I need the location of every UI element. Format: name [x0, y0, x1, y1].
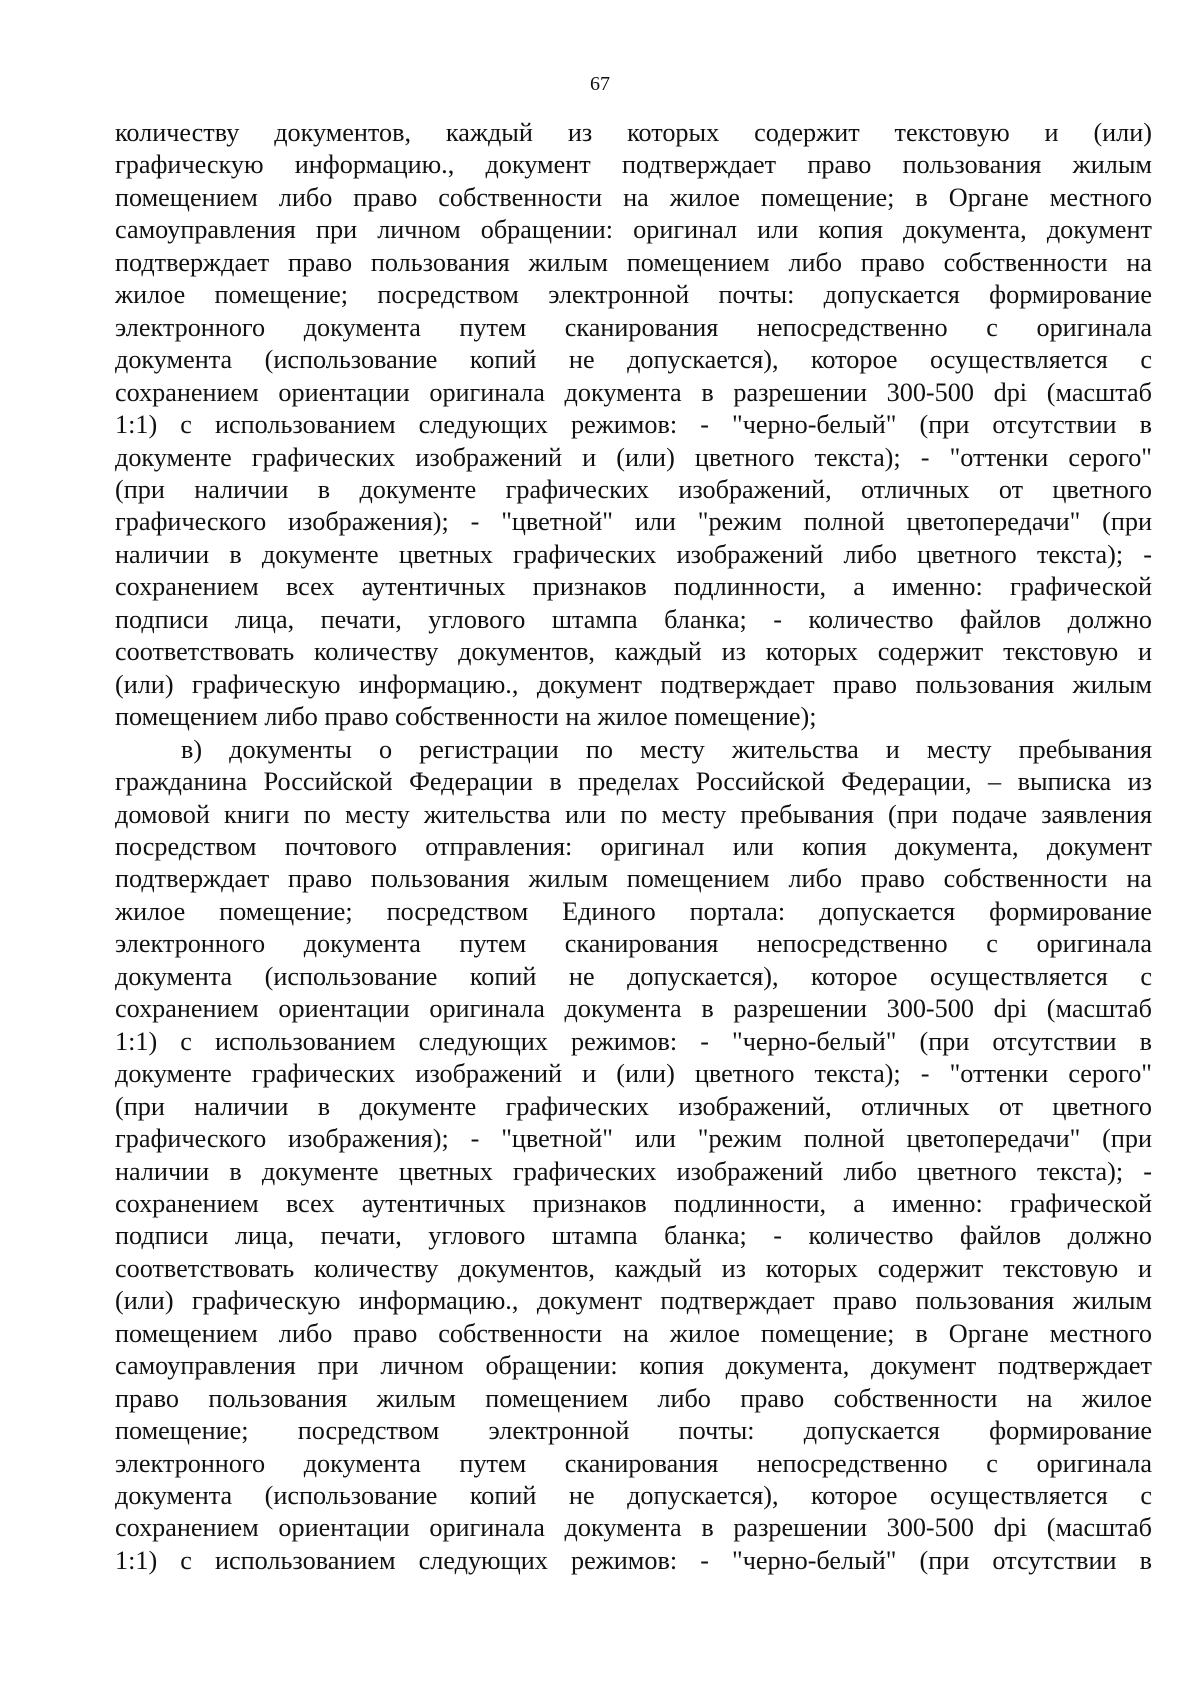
- text-line: домовой книги по месту жительства или по месту пребывания (при подаче заявления: [115, 799, 1152, 829]
- page-number: 67: [590, 73, 610, 95]
- text-line: электронного документа путем сканирования непосредственно с оригинала: [115, 312, 1152, 342]
- text-line: соответствовать количеству документов, каждый из которых содержит текстовую и: [115, 1253, 1152, 1283]
- text-line: (или) графическую информацию., документ подтверждает право пользования жилым: [115, 1286, 1152, 1316]
- text-line: подтверждает право пользования жилым помещением либо право собственности на: [115, 864, 1152, 894]
- text-line: сохранением всех аутентичных признаков подлинности, а именно: графической: [115, 1188, 1152, 1218]
- text-line: документа (использование копий не допускается), которое осуществляется с: [115, 345, 1152, 375]
- text-line: помещением либо право собственности на жилое помещение; в Органе местного: [115, 182, 1152, 212]
- text-line: сохранением всех аутентичных признаков подлинности, а именно: графической: [115, 572, 1152, 602]
- text-line: (или) графическую информацию., документ подтверждает право пользования жилым: [115, 669, 1152, 699]
- text-line: гражданина Российской Федерации в пределах Российской Федерации, – выписка из: [115, 767, 1152, 797]
- text-line: (при наличии в документе графических изображений, отличных от цветного: [115, 474, 1152, 504]
- text-line: помещение; посредством электронной почты: допускается формирование: [115, 1416, 1152, 1446]
- text-line: жилое помещение; посредством Единого портала: допускается формирование: [115, 896, 1152, 926]
- text-line: самоуправления при личном обращении: копия документа, документ подтверждает: [115, 1351, 1152, 1381]
- text-line: посредством почтового отправления: оригинал или копия документа, документ: [115, 831, 1152, 861]
- text-line: соответствовать количеству документов, каждый из которых содержит текстовую и: [115, 637, 1152, 667]
- text-line: документе графических изображений и (или) цветного текста); - "оттенки серого": [115, 1059, 1152, 1089]
- text-line: наличии в документе цветных графических изображений либо цветного текста); -: [115, 1156, 1152, 1186]
- text-line: 1:1) с использованием следующих режимов: - "черно-белый" (при отсутствии в: [115, 410, 1152, 440]
- text-line: электронного документа путем сканирования непосредственно с оригинала: [115, 929, 1152, 959]
- text-line: подписи лица, печати, углового штампа бланка; - количество файлов должно: [115, 604, 1152, 634]
- text-line: сохранением ориентации оригинала документа в разрешении 300-500 dpi (масштаб: [115, 994, 1152, 1024]
- text-line: графическую информацию., документ подтверждает право пользования жилым: [115, 150, 1152, 180]
- text-line: электронного документа путем сканирования непосредственно с оригинала: [115, 1448, 1152, 1478]
- text-line: жилое помещение; посредством электронной почты: допускается формирование: [115, 280, 1152, 310]
- text-line: документе графических изображений и (или) цветного текста); - "оттенки серого": [115, 442, 1152, 472]
- text-line: помещением либо право собственности на жилое помещение);: [115, 702, 817, 732]
- text-line: документа (использование копий не допускается), которое осуществляется с: [115, 1481, 1152, 1511]
- text-line: право пользования жилым помещением либо право собственности на жилое: [115, 1383, 1152, 1413]
- text-line: подтверждает право пользования жилым помещением либо право собственности на: [115, 247, 1152, 277]
- text-line: сохранением ориентации оригинала документа в разрешении 300-500 dpi (масштаб: [115, 1513, 1152, 1543]
- paragraph-start-line: в) документы о регистрации по месту жительства и месту пребывания: [181, 734, 1152, 764]
- text-line: графического изображения); - "цветной" или "режим полной цветопередачи" (при: [115, 1124, 1152, 1154]
- text-line: подписи лица, печати, углового штампа бланка; - количество файлов должно: [115, 1221, 1152, 1251]
- text-line: графического изображения); - "цветной" или "режим полной цветопередачи" (при: [115, 507, 1152, 537]
- text-line: (при наличии в документе графических изображений, отличных от цветного: [115, 1091, 1152, 1121]
- text-line: сохранением ориентации оригинала документа в разрешении 300-500 dpi (масштаб: [115, 377, 1152, 407]
- body-text: [115, 117, 1152, 1577]
- text-line: 1:1) с использованием следующих режимов: - "черно-белый" (при отсутствии в: [115, 1026, 1152, 1056]
- text-line: количеству документов, каждый из которых содержит текстовую и (или): [115, 118, 1152, 147]
- text-line: самоуправления при личном обращении: оригинал или копия документа, документ: [115, 215, 1152, 245]
- text-line: документа (использование копий не допускается), которое осуществляется с: [115, 961, 1152, 991]
- text-line: 1:1) с использованием следующих режимов: - "черно-белый" (при отсутствии в: [115, 1545, 1152, 1575]
- text-line: помещением либо право собственности на жилое помещение; в Органе местного: [115, 1318, 1152, 1348]
- text-line: наличии в документе цветных графических изображений либо цветного текста); -: [115, 539, 1152, 569]
